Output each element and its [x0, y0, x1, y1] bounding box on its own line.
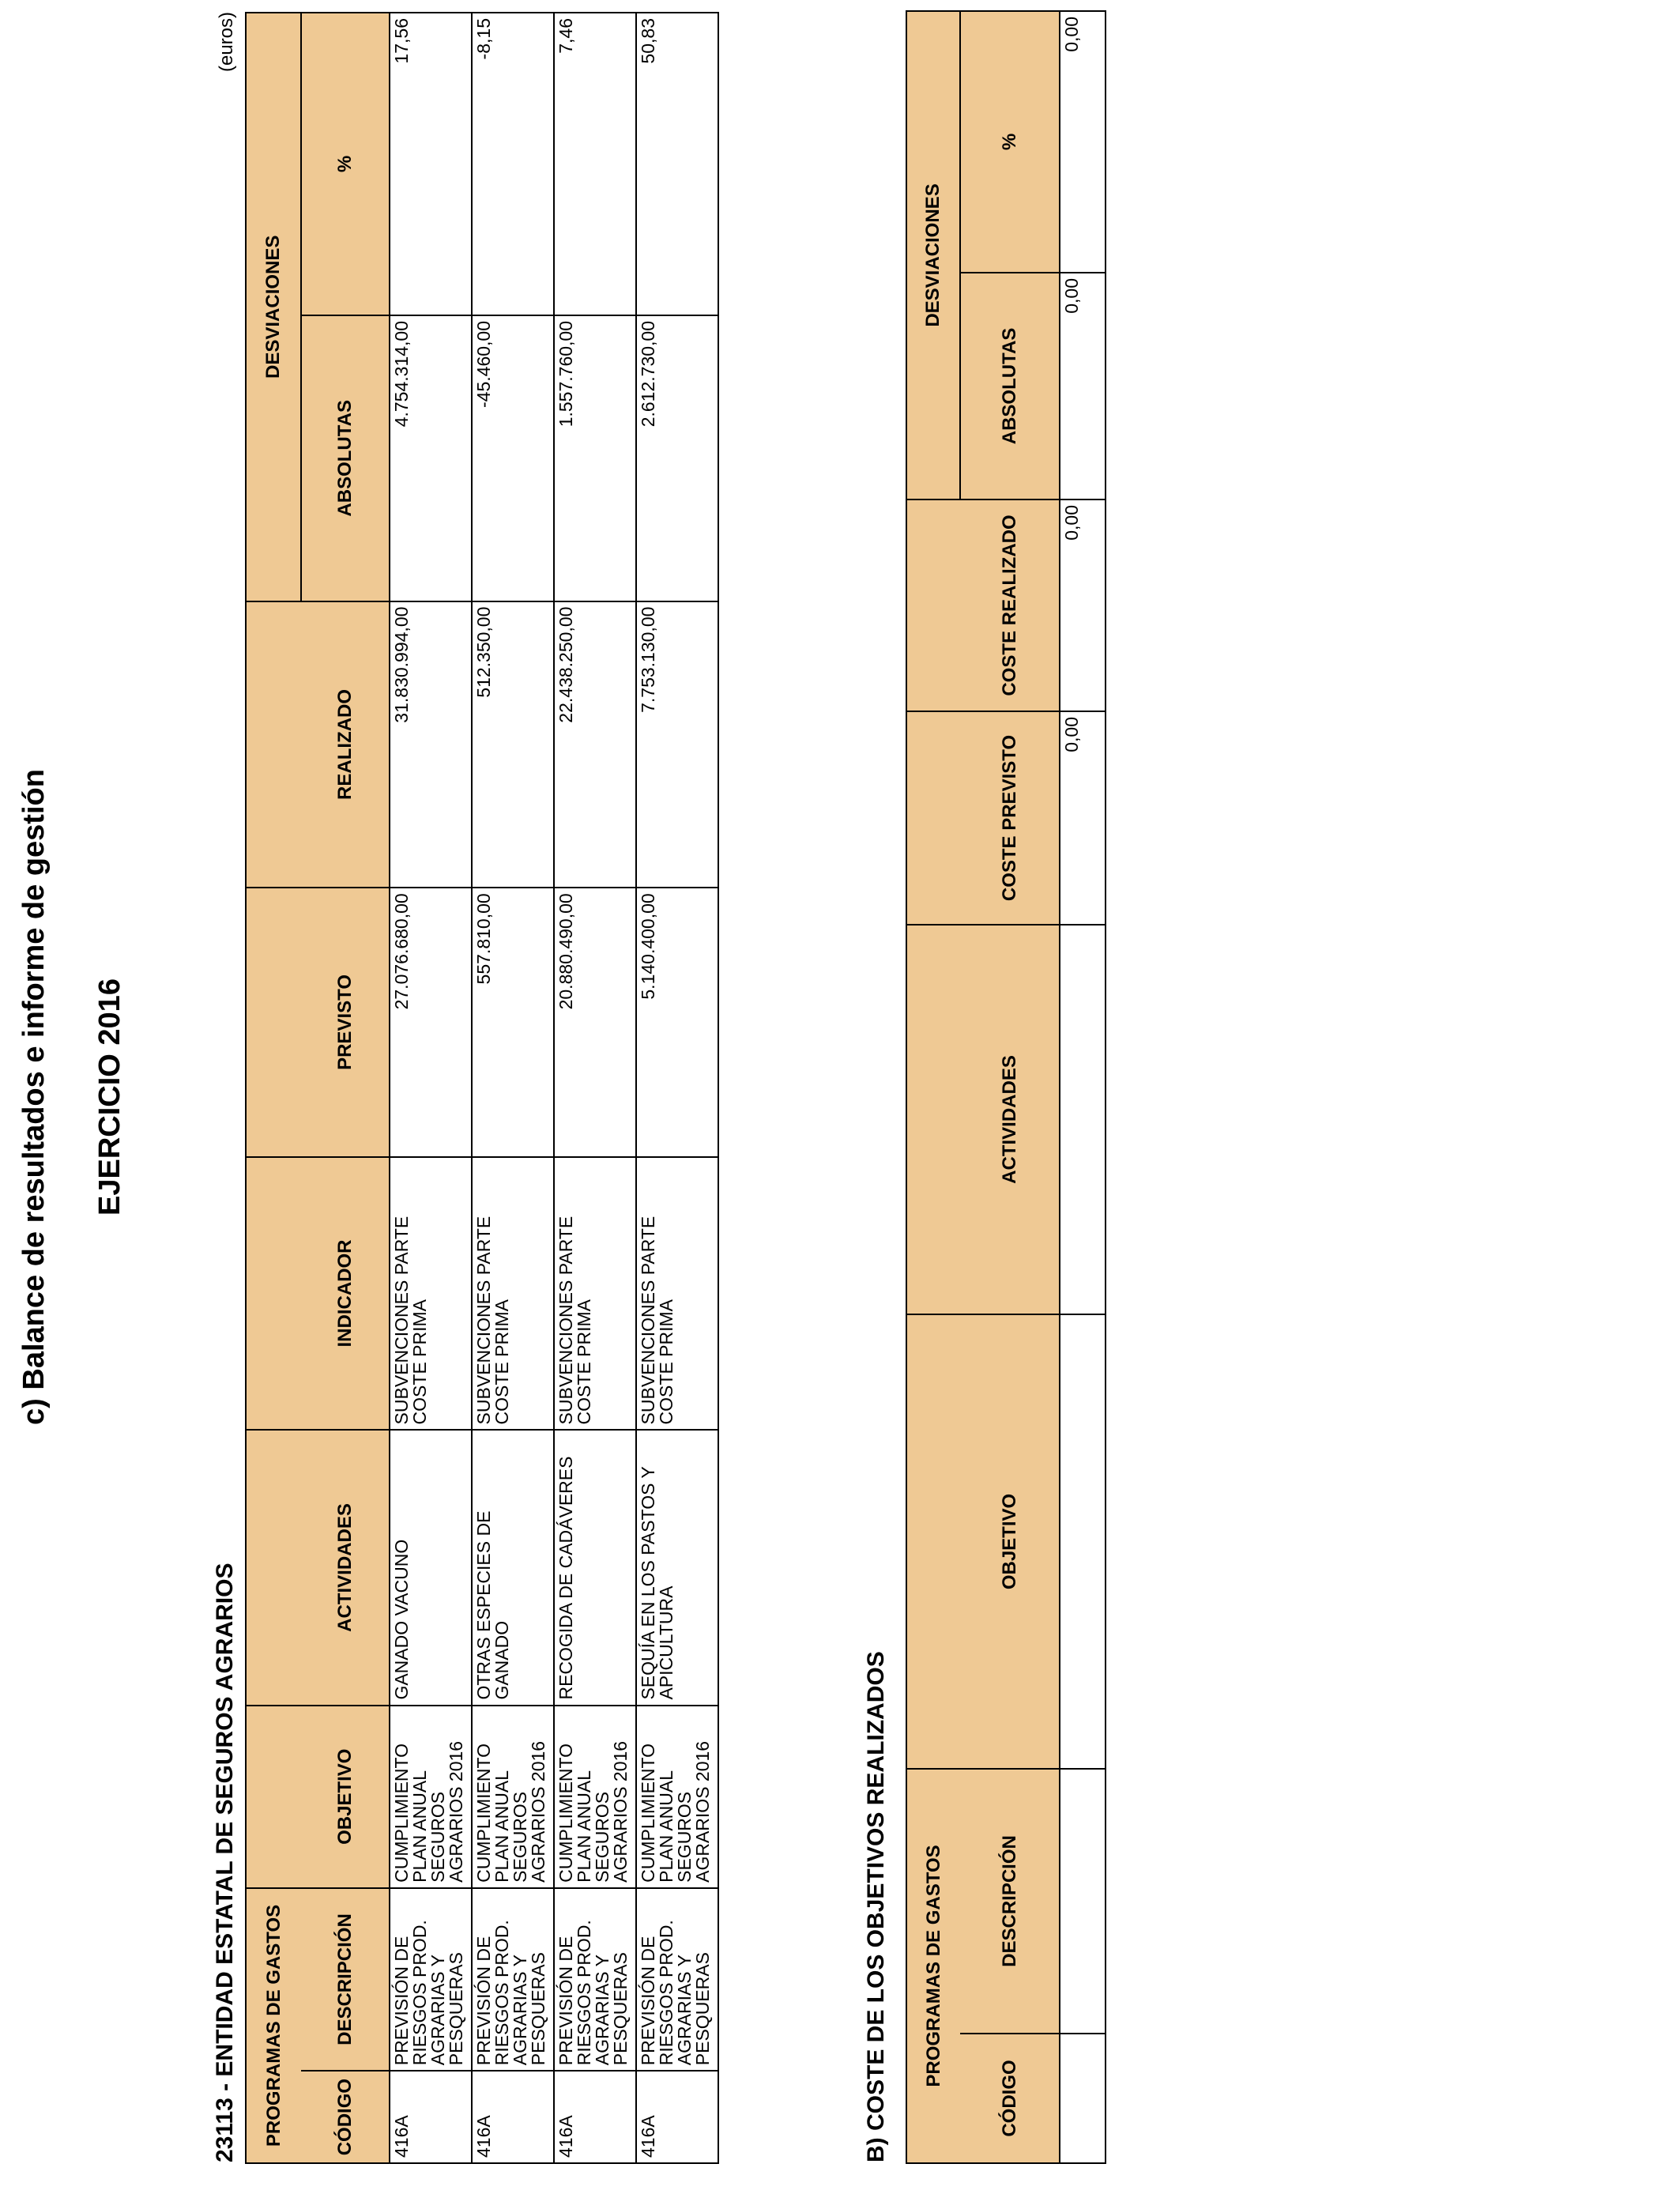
table-row [472, 13, 554, 2163]
col-objetivo: OBJETIVO [301, 1706, 390, 1888]
costs-desviaciones-group-header: DESVIACIONES [906, 11, 960, 499]
cell-codigo: 416A [636, 2071, 718, 2163]
cell-descripcion: PREVISIÓN DE RIESGOS PROD. AGRARIAS Y PESQUERAS [554, 1888, 636, 2071]
cell-objetivo: CUMPLIMIENTO PLAN ANUAL SEGUROS AGRARIOS 2016 [472, 1706, 554, 1888]
programas-group-header: PROGRAMAS DE GASTOS [246, 1888, 301, 2163]
cell-absolutas: 1.557.760,00 [554, 315, 636, 601]
table-row [636, 13, 718, 2163]
col-pct: % [301, 13, 390, 315]
cell-pct: 50,83 [636, 13, 718, 315]
cell-indicador: SUBVENCIONES PARTE COSTE PRIMA [472, 1157, 554, 1431]
cell-realizado: 7.753.130,00 [636, 601, 718, 888]
cell-codigo: 416A [472, 2071, 554, 2163]
cell-actividades: OTRAS ESPECIES DE GANADO [472, 1430, 554, 1705]
cell-codigo [1060, 2034, 1106, 2163]
fiscal-year-heading: EJERCICIO 2016 [93, 978, 126, 1216]
col-codigo: CÓDIGO [960, 2034, 1060, 2163]
cell-absolutas: 4.754.314,00 [390, 315, 472, 601]
page-title: c) Balance de resultados e informe de gestión [17, 769, 51, 1425]
costs-section-title: B) COSTE DE LOS OBJETIVOS REALIZADOS [863, 1651, 889, 2162]
cell-absolutas: 2.612.730,00 [636, 315, 718, 601]
cell-objetivo: CUMPLIMIENTO PLAN ANUAL SEGUROS AGRARIOS 2016 [554, 1706, 636, 1888]
cell-objetivo: CUMPLIMIENTO PLAN ANUAL SEGUROS AGRARIOS 2016 [390, 1706, 472, 1888]
desviaciones-group-header: DESVIACIONES [246, 13, 301, 601]
col-absolutas: ABSOLUTAS [301, 315, 390, 601]
col-codigo: CÓDIGO [301, 2071, 390, 2163]
table-row [390, 13, 472, 2163]
cell-realizado: 22.438.250,00 [554, 601, 636, 888]
cell-actividades: SEQUÍA EN LOS PASTOS Y APICULTURA [636, 1430, 718, 1705]
cell-indicador: SUBVENCIONES PARTE COSTE PRIMA [554, 1157, 636, 1431]
cell-descripcion: PREVISIÓN DE RIESGOS PROD. AGRARIAS Y PESQUERAS [472, 1888, 554, 2071]
col-absolutas: ABSOLUTAS [960, 273, 1060, 499]
cell-previsto: 5.140.400,00 [636, 888, 718, 1156]
cell-pct: 0,00 [1060, 11, 1106, 273]
col-previsto: PREVISTO [301, 888, 390, 1156]
cell-pct: 7,46 [554, 13, 636, 315]
col-realizado: REALIZADO [301, 601, 390, 888]
table-row [554, 13, 636, 2163]
cell-pct: -8,15 [472, 13, 554, 315]
unit-label: (euros) [216, 11, 237, 72]
cell-indicador: SUBVENCIONES PARTE COSTE PRIMA [636, 1157, 718, 1431]
entity-title: 23113 - ENTIDAD ESTATAL DE SEGUROS AGRARIOS [212, 1563, 238, 2162]
col-actividades: ACTIVIDADES [301, 1430, 390, 1705]
col-actividades: ACTIVIDADES [960, 925, 1060, 1314]
cell-objetivo: CUMPLIMIENTO PLAN ANUAL SEGUROS AGRARIOS 2016 [636, 1706, 718, 1888]
col-coste-realizado: COSTE REALIZADO [960, 499, 1060, 711]
col-coste-previsto: COSTE PREVISTO [960, 711, 1060, 925]
cell-pct: 17,56 [390, 13, 472, 315]
cell-codigo: 416A [390, 2071, 472, 2163]
col-pct: % [960, 11, 1060, 273]
cell-realizado: 31.830.994,00 [390, 601, 472, 888]
cell-realizado: 512.350,00 [472, 601, 554, 888]
table-row [1060, 11, 1106, 2163]
cell-previsto: 557.810,00 [472, 888, 554, 1156]
col-objetivo: OBJETIVO [960, 1314, 1060, 1769]
cell-previsto: 20.880.490,00 [554, 888, 636, 1156]
cell-actividades [1060, 925, 1106, 1314]
cell-coste-realizado: 0,00 [1060, 499, 1106, 711]
cell-descripcion: PREVISIÓN DE RIESGOS PROD. AGRARIAS Y PESQUERAS [390, 1888, 472, 2071]
cell-descripcion: PREVISIÓN DE RIESGOS PROD. AGRARIAS Y PESQUERAS [636, 1888, 718, 2071]
col-descripcion: DESCRIPCIÓN [960, 1769, 1060, 2034]
cell-descripcion [1060, 1769, 1106, 2034]
cell-actividades: GANADO VACUNO [390, 1430, 472, 1705]
results-table [245, 12, 719, 2164]
cell-objetivo [1060, 1314, 1106, 1769]
cell-indicador: SUBVENCIONES PARTE COSTE PRIMA [390, 1157, 472, 1431]
costs-table [906, 10, 1106, 2164]
cell-coste-previsto: 0,00 [1060, 711, 1106, 925]
col-indicador: INDICADOR [301, 1157, 390, 1431]
cell-codigo: 416A [554, 2071, 636, 2163]
cell-actividades: RECOGIDA DE CADÁVERES [554, 1430, 636, 1705]
cell-absolutas: 0,00 [1060, 273, 1106, 499]
costs-programas-group-header: PROGRAMAS DE GASTOS [906, 1769, 960, 2163]
cell-previsto: 27.076.680,00 [390, 888, 472, 1156]
col-descripcion: DESCRIPCIÓN [301, 1888, 390, 2071]
cell-absolutas: -45.460,00 [472, 315, 554, 601]
